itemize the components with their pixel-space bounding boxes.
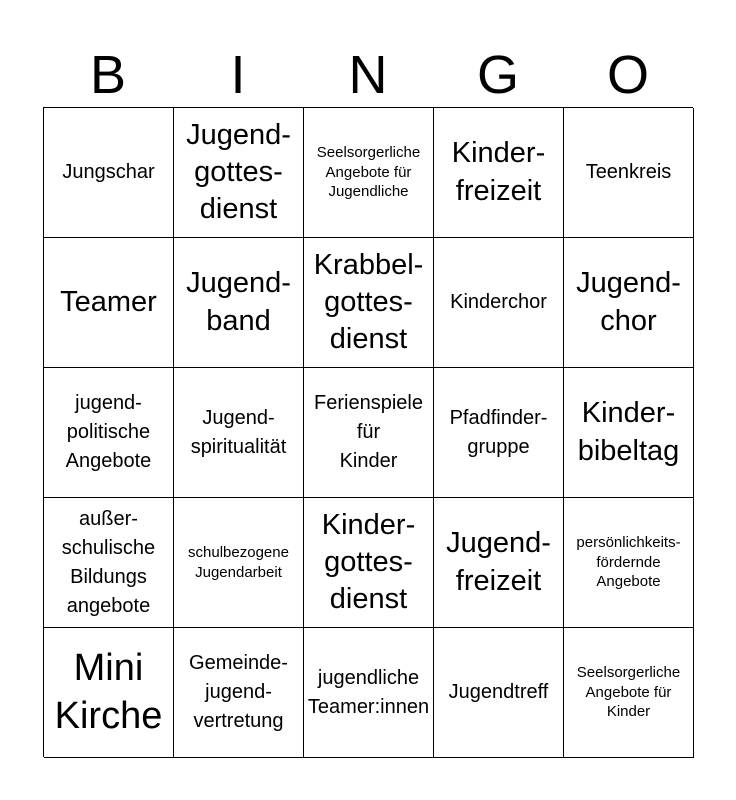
bingo-cell[interactable]: Pfadfinder- gruppe: [434, 368, 564, 498]
bingo-cell[interactable]: Seelsorgerliche Angebote für Kinder: [564, 628, 694, 758]
bingo-cell[interactable]: Teamer: [44, 238, 174, 368]
bingo-cell[interactable]: Gemeinde- jugend- vertretung: [174, 628, 304, 758]
bingo-cell[interactable]: jugend- politische Angebote: [44, 368, 174, 498]
bingo-header: [43, 44, 693, 106]
bingo-cell[interactable]: Mini Kirche: [44, 628, 174, 758]
bingo-cell[interactable]: Kinder- bibeltag: [564, 368, 694, 498]
bingo-cell[interactable]: Jugend- spiritualität: [174, 368, 304, 498]
header-letter-b: B: [89, 45, 127, 105]
header-letter-o: O: [606, 45, 649, 105]
bingo-grid: [43, 107, 693, 757]
bingo-cell[interactable]: Kinder- freizeit: [434, 108, 564, 238]
bingo-cell[interactable]: Seelsorgerliche Angebote für Jugendliche: [304, 108, 434, 238]
bingo-cell[interactable]: Kinder- gottes- dienst: [304, 498, 434, 628]
bingo-cell[interactable]: Krabbel- gottes- dienst: [304, 238, 434, 368]
bingo-cell[interactable]: außer- schulische Bildungs angebote: [44, 498, 174, 628]
bingo-cell[interactable]: Kinderchor: [434, 238, 564, 368]
header-letter-i: I: [230, 45, 246, 105]
bingo-cell[interactable]: schulbezogene Jugendarbeit: [174, 498, 304, 628]
bingo-cell[interactable]: persönlichkeits- fördernde Angebote: [564, 498, 694, 628]
bingo-cell[interactable]: Ferienspiele für Kinder: [304, 368, 434, 498]
bingo-cell[interactable]: Jungschar: [44, 108, 174, 238]
bingo-cell[interactable]: jugendliche Teamer:innen: [304, 628, 434, 758]
bingo-cell[interactable]: Teenkreis: [564, 108, 694, 238]
bingo-cell[interactable]: Jugend- chor: [564, 238, 694, 368]
bingo-cell[interactable]: Jugend- gottes- dienst: [174, 108, 304, 238]
bingo-cell[interactable]: Jugendtreff: [434, 628, 564, 758]
bingo-cell[interactable]: Jugend- freizeit: [434, 498, 564, 628]
header-letter-g: G: [476, 45, 519, 105]
bingo-cell[interactable]: Jugend- band: [174, 238, 304, 368]
header-letter-n: N: [348, 45, 388, 105]
